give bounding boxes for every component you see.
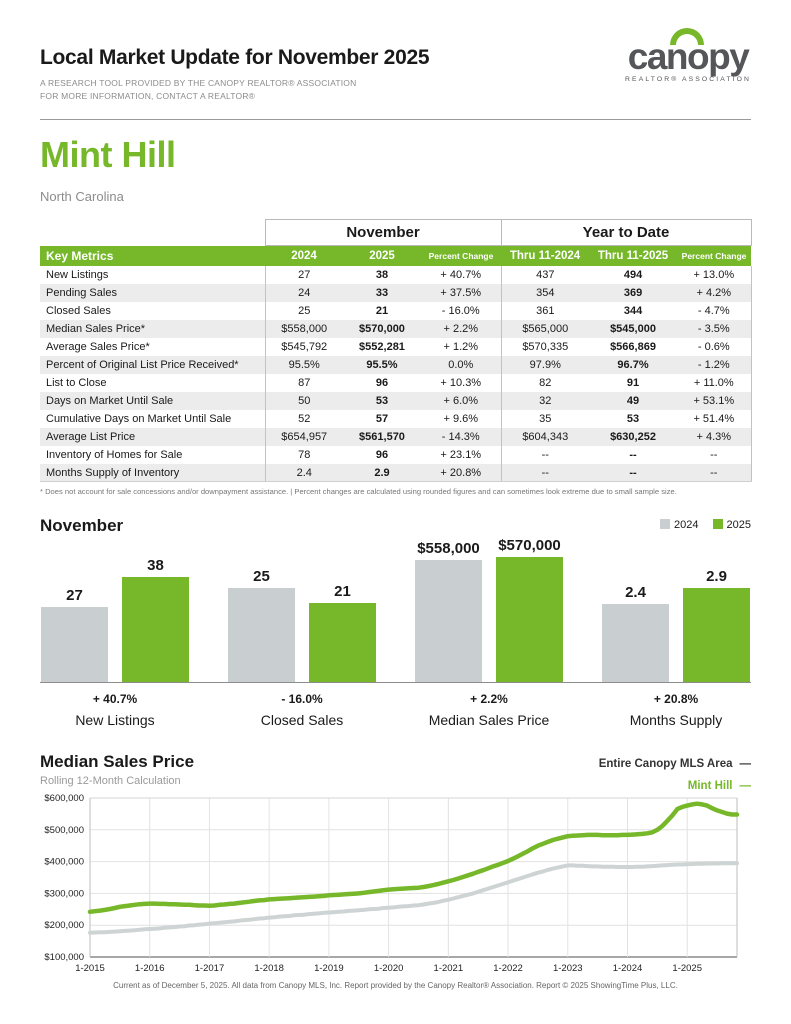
svg-text:$100,000: $100,000 bbox=[44, 952, 84, 964]
metric-value: 57 bbox=[375, 412, 389, 425]
metric-value: + 23.1% bbox=[440, 448, 482, 461]
table-row bbox=[40, 320, 751, 338]
metric-value: 96 bbox=[375, 448, 389, 461]
svg-text:$400,000: $400,000 bbox=[44, 856, 84, 868]
metric-value: + 4.3% bbox=[677, 428, 751, 446]
state-label: North Carolina bbox=[40, 189, 124, 205]
metric-value: $558,000 bbox=[265, 320, 343, 338]
metric-value: + 4.2% bbox=[677, 284, 751, 302]
bar-value-label: 38 bbox=[147, 557, 164, 575]
bar-pct-change: + 2.2% bbox=[470, 692, 508, 707]
metric-value: 21 bbox=[375, 304, 389, 317]
metric-value: 35 bbox=[501, 410, 589, 428]
svg-text:1-2017: 1-2017 bbox=[194, 963, 225, 975]
metric-value: + 53.1% bbox=[677, 392, 751, 410]
metric-label: New Listings bbox=[46, 268, 109, 281]
metric-value: $604,343 bbox=[501, 428, 589, 446]
table-row bbox=[40, 266, 751, 284]
metric-value: 27 bbox=[265, 266, 343, 284]
col-thru-11-2025: Thru 11-2025 bbox=[589, 246, 677, 266]
metric-value: 0.0% bbox=[448, 358, 474, 371]
metric-value: -- bbox=[589, 464, 677, 482]
metric-value: + 11.0% bbox=[677, 374, 751, 392]
metric-value: 354 bbox=[501, 284, 589, 302]
key-metrics-table bbox=[40, 219, 752, 482]
metric-value: -- bbox=[501, 446, 589, 464]
table-row bbox=[40, 464, 751, 482]
table-row bbox=[40, 374, 751, 392]
metric-value: + 9.6% bbox=[443, 412, 479, 425]
bar-group bbox=[414, 537, 564, 682]
metric-value: 25 bbox=[265, 302, 343, 320]
svg-text:1-2022: 1-2022 bbox=[493, 963, 523, 975]
bar-chart-legend bbox=[660, 519, 751, 531]
legend-item-2025: 2025 bbox=[713, 519, 751, 531]
metric-value: 97.9% bbox=[501, 356, 589, 374]
svg-text:1-2024: 1-2024 bbox=[612, 963, 643, 975]
group-header-november: November bbox=[265, 220, 501, 246]
metric-value: 52 bbox=[265, 410, 343, 428]
metric-value: + 6.0% bbox=[443, 394, 479, 407]
metric-value: 53 bbox=[375, 394, 389, 407]
metric-value: 50 bbox=[265, 392, 343, 410]
city-title: Mint Hill bbox=[40, 134, 176, 176]
table-row bbox=[40, 284, 751, 302]
bar-pct-change: - 16.0% bbox=[281, 692, 323, 707]
bar-labels bbox=[40, 692, 751, 728]
table-row bbox=[40, 428, 751, 446]
metric-label: Average Sales Price* bbox=[46, 340, 150, 353]
line-chart-title: Median Sales Price bbox=[40, 752, 195, 772]
median-price-line-chart bbox=[40, 791, 751, 981]
metric-value: - 3.5% bbox=[677, 320, 751, 338]
legend-swatch-2025 bbox=[713, 519, 723, 529]
metric-value: 33 bbox=[375, 286, 389, 299]
metric-value: $561,570 bbox=[359, 430, 405, 443]
metric-value: + 13.0% bbox=[677, 266, 751, 284]
metric-value: $654,957 bbox=[265, 428, 343, 446]
metric-label: Percent of Original List Price Received* bbox=[46, 358, 239, 371]
bar-value-label: $570,000 bbox=[498, 537, 561, 555]
metric-value: $552,281 bbox=[359, 340, 405, 353]
metric-label: Days on Market Until Sale bbox=[46, 394, 174, 407]
metric-value: 87 bbox=[265, 374, 343, 392]
svg-text:1-2025: 1-2025 bbox=[672, 963, 703, 975]
bar-group bbox=[601, 568, 751, 682]
bar-2024 bbox=[228, 588, 295, 682]
metric-value: $566,869 bbox=[610, 340, 656, 353]
legend-item-2024: 2024 bbox=[660, 519, 698, 531]
table-row bbox=[40, 356, 751, 374]
metric-label: Average List Price bbox=[46, 430, 136, 443]
bar-value-label: 2.9 bbox=[706, 568, 727, 586]
col-pct-change-ytd: Percent Change bbox=[677, 246, 751, 266]
table-group-header-row bbox=[40, 220, 751, 246]
median-sales-price-section bbox=[40, 752, 751, 981]
metric-value: + 37.5% bbox=[440, 286, 482, 299]
table-footnote: * Does not account for sale concessions and/or downpayment assistance. | Percent changes are calculated using rounded figures and can sometimes look extreme due to small sample size. bbox=[40, 487, 677, 497]
metric-value: + 20.8% bbox=[421, 464, 501, 482]
bar-value-label: 2.4 bbox=[625, 584, 646, 602]
metric-value: $545,792 bbox=[265, 338, 343, 356]
bar-2025 bbox=[122, 577, 189, 682]
bar-pct-change: + 20.8% bbox=[653, 692, 699, 707]
svg-text:1-2019: 1-2019 bbox=[314, 963, 344, 975]
legend-swatch-2024 bbox=[660, 519, 670, 529]
metric-value: 2.9 bbox=[343, 464, 421, 482]
metric-value: -- bbox=[677, 464, 751, 482]
table-row bbox=[40, 392, 751, 410]
table-row bbox=[40, 446, 751, 464]
metric-value: 437 bbox=[501, 266, 589, 284]
bar-group bbox=[40, 557, 190, 682]
bar-group bbox=[227, 568, 377, 682]
bar-value-label: $558,000 bbox=[417, 540, 480, 558]
metric-value: 361 bbox=[501, 302, 589, 320]
metric-value: -- bbox=[629, 448, 637, 461]
bar-value-label: 21 bbox=[334, 583, 351, 601]
svg-text:1-2020: 1-2020 bbox=[373, 963, 404, 975]
metric-value: $565,000 bbox=[501, 320, 589, 338]
group-header-ytd: Year to Date bbox=[501, 220, 751, 246]
metric-label: List to Close bbox=[46, 376, 107, 389]
metric-value: 95.5% bbox=[265, 356, 343, 374]
bar-category-label: Median Sales Price bbox=[428, 712, 550, 729]
metric-label: Cumulative Days on Market Until Sale bbox=[46, 412, 232, 425]
metric-value: 32 bbox=[501, 392, 589, 410]
col-2025: 2025 bbox=[343, 246, 421, 266]
legend-dash-mint-hill: — bbox=[739, 780, 751, 793]
svg-text:$500,000: $500,000 bbox=[44, 825, 84, 837]
table-row bbox=[40, 410, 751, 428]
svg-text:$200,000: $200,000 bbox=[44, 920, 84, 932]
metric-value: $570,000 bbox=[359, 322, 405, 335]
bar-2025 bbox=[496, 557, 563, 682]
bar-chart-title: November bbox=[40, 516, 124, 536]
bar-category-label: New Listings bbox=[75, 712, 155, 729]
canopy-logo-wordmark: canopy bbox=[628, 38, 749, 75]
subtitle-line-2: FOR MORE INFORMATION, CONTACT A REALTOR® bbox=[40, 91, 256, 102]
metric-value: + 40.7% bbox=[440, 268, 482, 281]
canopy-arc-icon bbox=[670, 28, 704, 45]
metric-label: Median Sales Price* bbox=[46, 322, 146, 335]
line-chart-legend bbox=[599, 754, 751, 798]
metric-value: 82 bbox=[501, 374, 589, 392]
metric-value: - 16.0% bbox=[441, 304, 480, 317]
svg-text:$300,000: $300,000 bbox=[44, 888, 84, 900]
svg-text:1-2021: 1-2021 bbox=[433, 963, 464, 975]
bar-value-label: 27 bbox=[66, 587, 83, 605]
table-row bbox=[40, 302, 751, 320]
metric-value: 24 bbox=[265, 284, 343, 302]
table-column-header-row bbox=[40, 246, 751, 266]
bar-category bbox=[40, 692, 190, 728]
page-title: Local Market Update for November 2025 bbox=[40, 46, 430, 69]
report-footer: Current as of December 5, 2025. All data from Canopy MLS, Inc. Report provided by the Canopy Realtor® Association. Report © 2025 ShowingTime Plus, LLC. bbox=[113, 981, 678, 991]
line-series-Mint Hill bbox=[90, 804, 737, 912]
metric-value: $570,335 bbox=[501, 338, 589, 356]
bar-pct-change: + 40.7% bbox=[92, 692, 138, 707]
metric-value: -- bbox=[501, 464, 589, 482]
col-2024: 2024 bbox=[265, 246, 343, 266]
metric-value: 96.7% bbox=[617, 358, 649, 371]
bar-2024 bbox=[41, 607, 108, 682]
metric-value: + 10.3% bbox=[440, 376, 482, 389]
metric-value: 53 bbox=[626, 412, 640, 425]
metric-value: 95.5% bbox=[366, 358, 398, 371]
subtitle-line-1: A RESEARCH TOOL PROVIDED BY THE CANOPY REALTOR® ASSOCIATION bbox=[40, 78, 357, 88]
table-row bbox=[40, 338, 751, 356]
metric-label: Pending Sales bbox=[46, 286, 117, 299]
legend-dash-canopy: — bbox=[739, 758, 751, 771]
svg-text:1-2016: 1-2016 bbox=[134, 963, 165, 975]
metric-value: - 4.7% bbox=[677, 302, 751, 320]
metric-value: -- bbox=[677, 446, 751, 464]
metric-value: 78 bbox=[265, 446, 343, 464]
line-chart-subtitle: Rolling 12-Month Calculation bbox=[40, 775, 181, 788]
metric-label: Months Supply of Inventory bbox=[40, 464, 265, 482]
november-bar-chart-section bbox=[40, 516, 751, 728]
metric-value: 494 bbox=[623, 268, 643, 281]
bar-axis-line bbox=[40, 682, 751, 683]
svg-text:1-2015: 1-2015 bbox=[75, 963, 105, 975]
bar-2024 bbox=[415, 560, 482, 682]
metrics-table-body bbox=[40, 266, 751, 482]
bar-2025 bbox=[309, 603, 376, 682]
bar-category bbox=[601, 692, 751, 728]
bar-2025 bbox=[683, 588, 750, 682]
bar-category-label: Closed Sales bbox=[260, 712, 344, 729]
svg-text:$600,000: $600,000 bbox=[44, 793, 84, 805]
bar-category-label: Months Supply bbox=[629, 712, 723, 729]
metric-value: 91 bbox=[626, 376, 640, 389]
metric-value: 96 bbox=[375, 376, 389, 389]
report-header bbox=[40, 30, 751, 120]
canopy-logo bbox=[625, 38, 751, 83]
metric-value: 369 bbox=[623, 286, 643, 299]
metric-value: 344 bbox=[623, 304, 643, 317]
metric-value: $545,000 bbox=[610, 322, 656, 335]
svg-text:1-2023: 1-2023 bbox=[552, 963, 583, 975]
metric-label: Closed Sales bbox=[46, 304, 111, 317]
metric-value: 2.4 bbox=[265, 464, 343, 482]
metric-value: 49 bbox=[626, 394, 640, 407]
metric-value: $630,252 bbox=[610, 430, 656, 443]
metric-value: - 14.3% bbox=[441, 430, 480, 443]
metric-value: + 2.2% bbox=[443, 322, 479, 335]
bar-2024 bbox=[602, 604, 669, 682]
col-thru-11-2024: Thru 11-2024 bbox=[501, 246, 589, 266]
line-series-Entire Canopy MLS Area bbox=[90, 864, 737, 934]
col-pct-change-nov: Percent Change bbox=[421, 246, 501, 266]
bar-category bbox=[227, 692, 377, 728]
metric-value: + 51.4% bbox=[677, 410, 751, 428]
legend-row-canopy-mls: Entire Canopy MLS Area — bbox=[598, 758, 751, 771]
bar-area bbox=[40, 536, 751, 682]
metric-value: - 1.2% bbox=[677, 356, 751, 374]
metric-label: Inventory of Homes for Sale bbox=[46, 448, 183, 461]
metric-value: + 1.2% bbox=[443, 340, 479, 353]
legend-row-mint-hill: Mint Hill — bbox=[687, 780, 751, 793]
canopy-logo-tagline: REALTOR® ASSOCIATION bbox=[625, 76, 751, 83]
svg-text:1-2018: 1-2018 bbox=[254, 963, 284, 975]
metric-value: 38 bbox=[375, 268, 389, 281]
metric-value: - 0.6% bbox=[677, 338, 751, 356]
col-key-metrics: Key Metrics bbox=[40, 246, 265, 266]
bar-category bbox=[414, 692, 564, 728]
bar-value-label: 25 bbox=[253, 568, 270, 586]
